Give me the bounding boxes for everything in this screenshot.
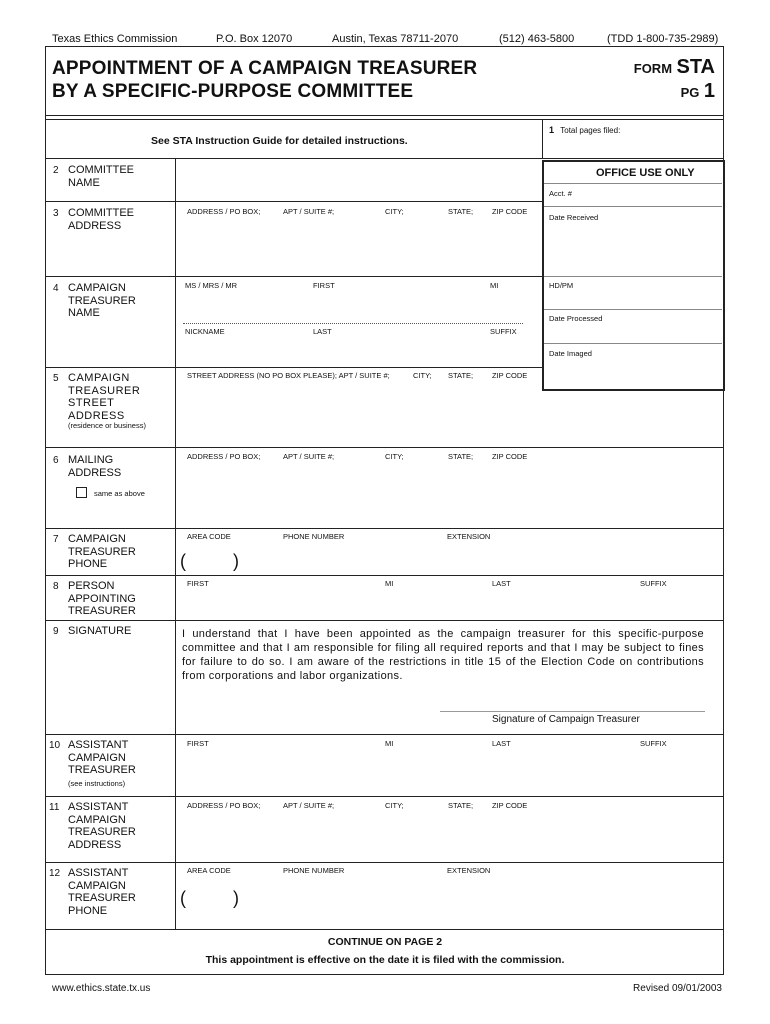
label-line: ADDRESS [68,466,122,479]
label-line: APPOINTING [68,592,136,605]
divider [45,276,542,277]
date-received-label: Date Received [549,213,599,222]
field-state: STATE; [448,371,474,380]
title-line-2: BY A SPECIFIC-PURPOSE COMMITTEE [52,81,414,102]
field-street-address: STREET ADDRESS (NO PO BOX PLEASE); APT / SUITE #; [187,371,390,380]
residence-note: (residence or business) [68,421,146,430]
section-num: 9 [53,626,59,637]
total-pages-num: 1 [549,125,555,135]
hdpm-label: HD/PM [549,281,574,290]
label-line: TREASURER [68,892,136,904]
divider [45,119,723,120]
field-mi: MI [490,281,499,290]
signature-field[interactable] [440,693,705,711]
label-line: MAILING [68,454,114,466]
field-zip: ZIP CODE [492,207,528,216]
header-org: Texas Ethics Commission [52,33,178,45]
field-address-pobox: ADDRESS / PO BOX; [187,452,261,461]
section-text [68,867,136,917]
instructions: See STA Instruction Guide for detailed instructions. [151,135,408,147]
pg-num: 1 [703,80,715,102]
signature-label: Signature of Campaign Treasurer [492,714,640,725]
section-text [68,207,134,232]
field-suffix: SUFFIX [640,739,667,748]
certification-text: I understand that I have been appointed as the campaign treasurer for this specific-purpose committee and that I am responsible for filing all required reports and that I may be subject to fines for failure to do so. I am aware of the restrictions in title 15 of the Election Code on contributions from corporations and labor organizations. [182,628,704,682]
label-line: NAME [68,307,100,319]
date-processed-label: Date Processed [549,314,603,323]
pg-label: PG [680,85,700,100]
field-prefix: MS / MRS / MR [185,281,238,290]
field-phone-number: PHONE NUMBER [283,532,345,541]
label-line: CAMPAIGN [68,751,126,764]
divider [45,862,723,863]
label-line: PERSON [68,580,115,592]
field-apt-suite: APT / SUITE #; [283,207,335,216]
section-text [68,372,140,422]
paren-open: ( [180,551,186,571]
field-mi: MI [385,579,394,588]
section-text [68,801,136,851]
paren-close: ) [233,888,239,908]
form-code-value: STA [676,56,715,78]
section-3-label [53,207,134,232]
field-suffix: SUFFIX [640,579,667,588]
field-city: CITY; [413,371,432,380]
acct-label: Acct. # [549,189,572,198]
divider [45,367,542,368]
divider [45,929,723,930]
field-suffix: SUFFIX [490,327,517,336]
section-num: 12 [49,868,61,879]
label-column-divider [175,158,176,930]
label-line: STREET [68,397,115,409]
field-zip: ZIP CODE [492,452,528,461]
section-text [68,739,136,777]
appointing-person-field[interactable] [177,590,721,618]
divider [45,575,723,576]
header-pobox: P.O. Box 12070 [216,33,293,45]
label-line: TREASURER [68,764,136,776]
section-text [68,580,136,618]
page-number [681,80,715,103]
same-as-above-label: same as above [94,489,145,498]
section-text [68,282,136,320]
field-area-code: AREA CODE [187,532,231,541]
section-4-label [53,282,136,319]
label-line: TREASURER [68,826,136,838]
label-line: ASSISTANT [68,867,129,879]
section-8-label [53,580,136,617]
label-line: TREASURER [68,294,136,307]
treasurer-street-address-field[interactable] [177,383,721,445]
section-num: 5 [53,373,59,384]
divider [45,734,723,735]
divider [542,119,543,159]
divider [45,158,723,159]
field-last: LAST [492,579,511,588]
label-line: TREASURER [68,545,136,558]
field-city: CITY; [385,452,404,461]
field-apt-suite: APT / SUITE #; [283,452,335,461]
effective-notice: This appointment is effective on the date it is filed with the commission. [205,954,565,966]
label-line: TREASURER [68,605,136,617]
label-line: COMMITTEE [68,164,134,176]
section-10-label [49,739,136,776]
field-zip: ZIP CODE [492,371,528,380]
label-line: PHONE [68,558,108,570]
label-line: ADDRESS [68,838,122,851]
field-extension: EXTENSION [447,866,491,875]
section-2-label [53,164,134,189]
field-address-pobox: ADDRESS / PO BOX; [187,801,261,810]
assistant-treasurer-name-field[interactable] [177,750,721,794]
mailing-address-field[interactable] [177,464,721,526]
field-address-pobox: ADDRESS / PO BOX; [187,207,261,216]
field-last: LAST [492,739,511,748]
committee-address-field[interactable] [177,218,540,274]
header-phone: (512) 463-5800 [499,33,575,45]
label-line: PHONE [68,904,108,917]
field-last: LAST [313,327,332,336]
treasurer-name-field[interactable] [177,290,540,318]
treasurer-last-name-field[interactable] [177,336,540,364]
field-state: STATE; [448,801,474,810]
section-9-label [53,625,132,639]
label-line: ASSISTANT [68,739,129,751]
divider [45,447,723,448]
field-apt-suite: APT / SUITE #; [283,801,335,810]
field-state: STATE; [448,452,474,461]
label-line: TREASURER [68,384,141,397]
field-phone-number: PHONE NUMBER [283,866,345,875]
see-instructions-note: (see instructions) [68,779,126,788]
label-line: CAMPAIGN [68,282,126,294]
revised-date: Revised 09/01/2003 [633,983,722,994]
same-as-above-checkbox[interactable] [76,487,87,498]
form-code [634,56,715,79]
field-state: STATE; [448,207,474,216]
field-city: CITY; [385,801,404,810]
committee-name-field[interactable] [177,160,540,200]
field-zip: ZIP CODE [492,801,528,810]
form-label: FORM [633,61,673,76]
section-text [68,533,136,571]
divider [45,115,723,116]
divider [544,343,722,344]
divider [45,796,723,797]
form-title [52,57,477,103]
section-text [68,454,121,479]
label-line: CAMPAIGN [68,372,130,384]
section-12-label [49,867,136,917]
section-num: 4 [53,283,59,294]
label-line: ASSISTANT [68,801,129,813]
assistant-treasurer-address-field[interactable] [177,812,721,860]
section-7-label [53,533,136,570]
section-num: 7 [53,534,59,545]
date-imaged-label: Date Imaged [549,349,592,358]
divider [544,276,722,277]
paren-open: ( [180,888,186,908]
section-num: 8 [53,581,59,592]
office-use-title: OFFICE USE ONLY [596,167,695,179]
divider [544,206,722,207]
label-line: COMMITTEE [68,207,134,219]
label-line: CAMPAIGN [68,533,126,545]
total-pages-text: Total pages filed: [560,126,621,135]
section-11-label [49,801,136,851]
divider [544,309,722,310]
divider [45,528,723,529]
title-line-1: APPOINTMENT OF A CAMPAIGN TREASURER [52,58,478,79]
label-line: ADDRESS [68,219,122,232]
header-tdd: (TDD 1-800-735-2989) [607,33,719,45]
field-extension: EXTENSION [447,532,491,541]
section-5-label [53,372,141,422]
divider [45,201,542,202]
section-num: 6 [53,455,59,466]
label-line: CAMPAIGN [68,813,126,826]
field-area-code: AREA CODE [187,866,231,875]
label-line: ADDRESS [68,409,125,422]
assistant-treasurer-phone-field[interactable] [177,880,721,926]
section-num: 3 [53,208,59,219]
total-pages-label [549,125,620,135]
section-num: 11 [49,802,60,813]
section-text: SIGNATURE [68,625,132,637]
paren-close: ) [233,551,239,571]
label-line: CAMPAIGN [68,879,126,892]
field-first: FIRST [313,281,335,290]
section-num: 10 [49,740,61,751]
treasurer-phone-field[interactable] [177,545,721,573]
signature-line [440,711,705,712]
website-link[interactable]: www.ethics.state.tx.us [52,983,151,994]
section-num: 2 [53,165,59,176]
field-nickname: NICKNAME [185,327,225,336]
divider [544,183,722,184]
dotted-separator [183,323,523,324]
field-first: FIRST [187,579,209,588]
field-first: FIRST [187,739,209,748]
section-text [68,164,134,189]
continue-notice: CONTINUE ON PAGE 2 [327,936,443,948]
field-city: CITY; [385,207,404,216]
field-mi: MI [385,739,394,748]
section-6-label [53,454,122,479]
label-line: NAME [68,176,100,189]
divider [45,620,723,621]
header-city: Austin, Texas 78711-2070 [332,33,459,45]
